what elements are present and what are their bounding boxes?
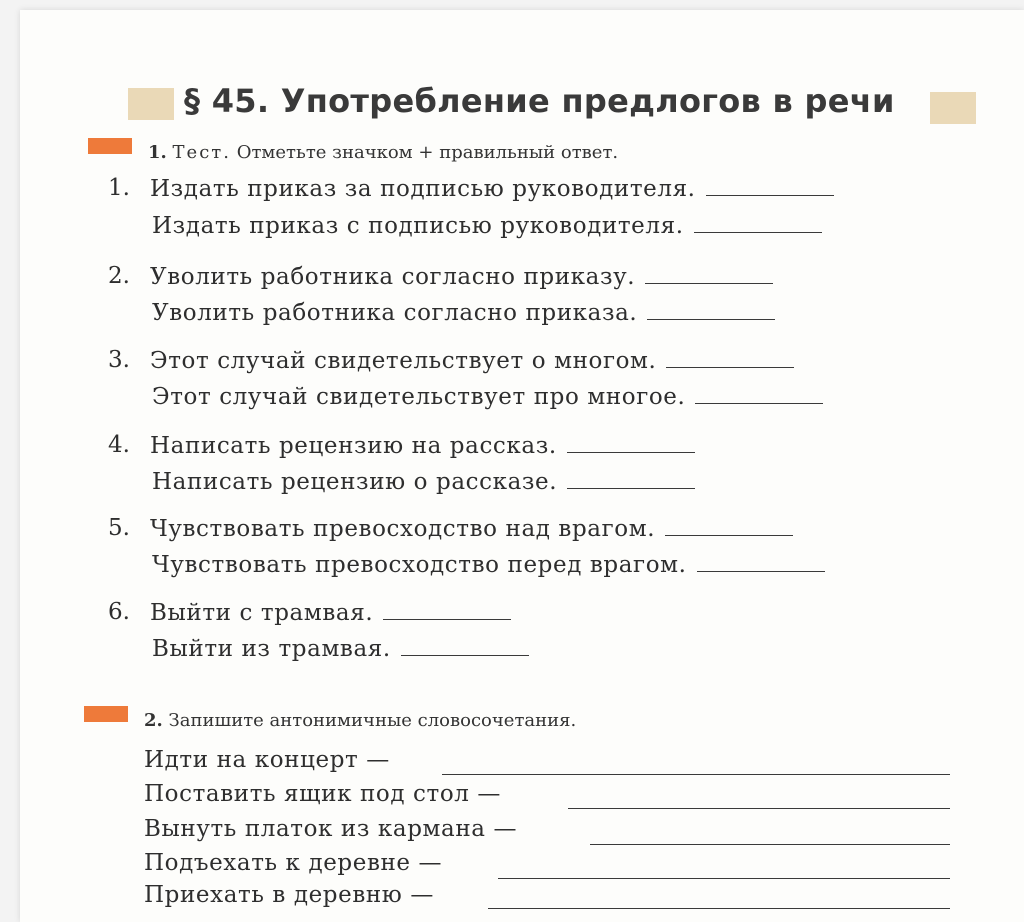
exercise-1-instruction — [148, 142, 618, 163]
exercise-2-instruction — [144, 710, 576, 731]
section-title: § 45. Употребление предлогов в речи — [184, 82, 895, 120]
answer-blank[interactable] — [567, 432, 695, 453]
answer-blank[interactable] — [567, 468, 695, 489]
test-item-option-a: Уволить работника согласно приказу. — [150, 263, 773, 290]
test-item-option-b: Уволить работника согласно приказа. — [152, 299, 775, 326]
antonym-prompt: Подъехать к деревне — — [144, 850, 443, 876]
test-item-option-a: Написать рецензию на рассказ. — [150, 432, 695, 459]
exercise-1-label: Тест. — [172, 142, 231, 163]
antonym-prompt: Поставить ящик под стол — — [144, 781, 501, 807]
answer-blank[interactable] — [697, 551, 825, 572]
antonym-answer-line[interactable] — [498, 878, 950, 879]
antonym-answer-line[interactable] — [488, 908, 950, 909]
exercise-1-marker — [88, 138, 132, 154]
textbook-page — [20, 10, 1024, 922]
test-item-option-b: Этот случай свидетельствует про многое. — [152, 383, 823, 410]
test-item-option-a: Чувствовать превосходство над врагом. — [150, 515, 793, 542]
test-item-number: 2. — [108, 263, 130, 289]
answer-blank[interactable] — [694, 212, 822, 233]
section-header — [128, 80, 978, 130]
antonym-answer-line[interactable] — [590, 844, 950, 845]
test-item-option-b: Написать рецензию о рассказе. — [152, 468, 695, 495]
test-item-option-b: Чувствовать превосходство перед врагом. — [152, 551, 825, 578]
test-item-option-a: Издать приказ за подписью руководителя. — [150, 175, 834, 202]
exercise-1-number: 1. — [148, 142, 167, 163]
answer-blank[interactable] — [706, 175, 834, 196]
test-item-number: 4. — [108, 432, 130, 458]
test-item-number: 6. — [108, 599, 130, 625]
exercise-1-text: Отметьте значком + правильный ответ. — [236, 142, 619, 163]
exercise-2-marker — [84, 706, 128, 722]
test-item-option-a: Выйти с трамвая. — [150, 599, 511, 626]
answer-blank[interactable] — [383, 599, 511, 620]
test-item-option-b: Издать приказ с подписью руководителя. — [152, 212, 822, 239]
antonym-prompt: Вынуть платок из кармана — — [144, 816, 518, 842]
title-decoration-left — [128, 88, 174, 120]
exercise-2-text: Запишите антонимичные словосочетания. — [168, 710, 577, 731]
test-item-number: 3. — [108, 347, 130, 373]
exercise-2-number: 2. — [144, 710, 163, 731]
antonym-prompt: Идти на концерт — — [144, 747, 390, 773]
antonym-answer-line[interactable] — [442, 774, 950, 775]
answer-blank[interactable] — [665, 515, 793, 536]
test-item-option-b: Выйти из трамвая. — [152, 635, 529, 662]
answer-blank[interactable] — [666, 347, 794, 368]
test-item-number: 5. — [108, 515, 130, 541]
test-item-option-a: Этот случай свидетельствует о многом. — [150, 347, 794, 374]
test-item-number: 1. — [108, 175, 130, 201]
antonym-answer-line[interactable] — [568, 808, 950, 809]
answer-blank[interactable] — [695, 383, 823, 404]
answer-blank[interactable] — [647, 299, 775, 320]
answer-blank[interactable] — [645, 263, 773, 284]
answer-blank[interactable] — [401, 635, 529, 656]
title-decoration-right — [930, 92, 976, 124]
antonym-prompt: Приехать в деревню — — [144, 882, 434, 908]
